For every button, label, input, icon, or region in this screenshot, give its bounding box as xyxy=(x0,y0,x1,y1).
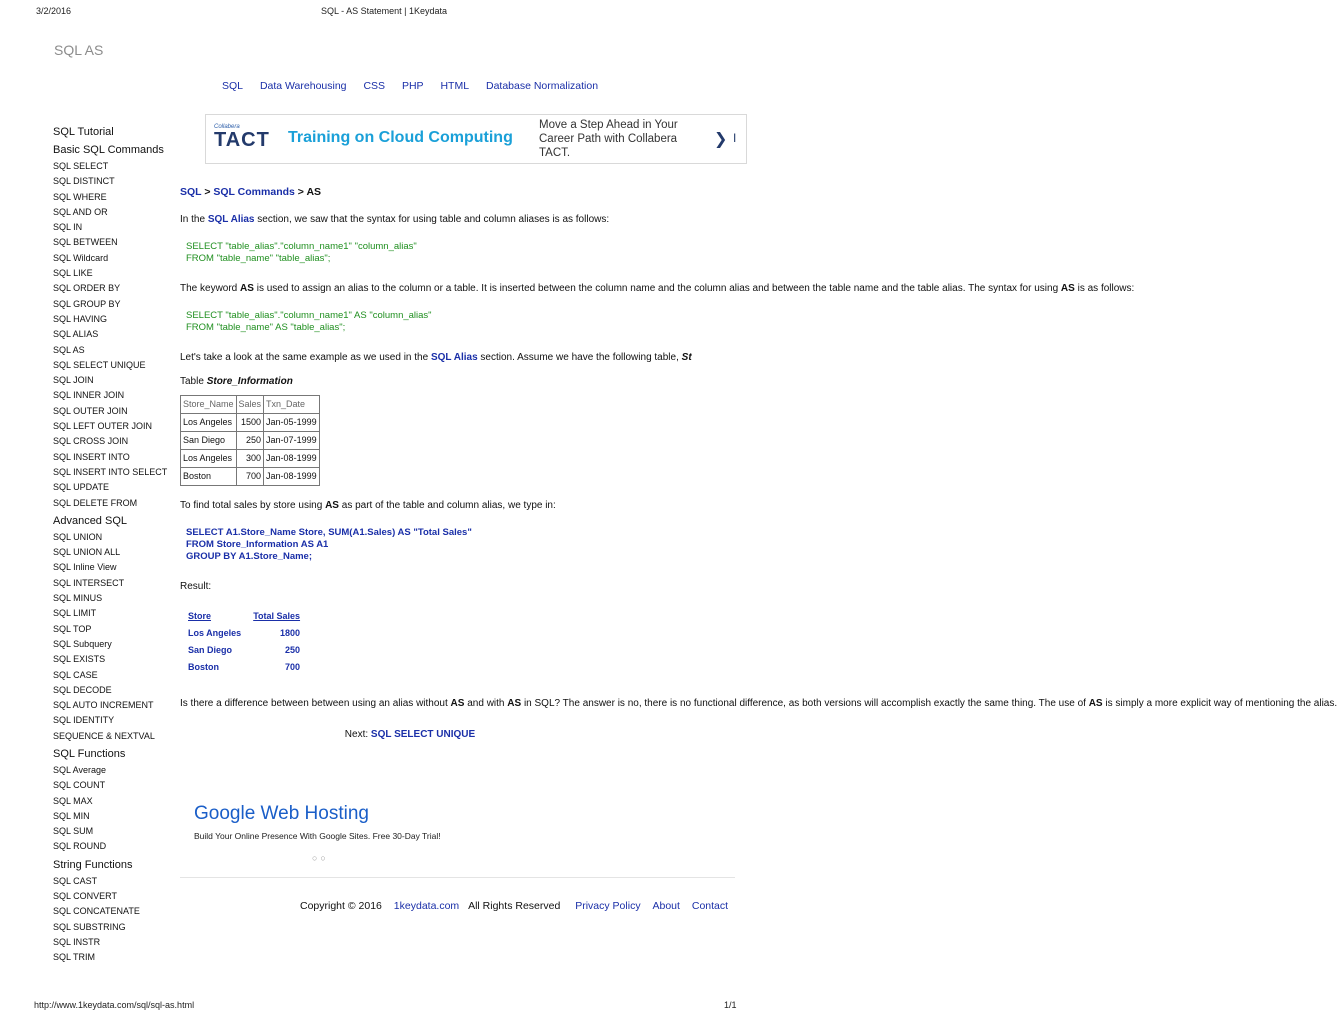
table-header-row xyxy=(188,608,300,625)
sidebar-item[interactable]: SQL Subquery xyxy=(53,638,112,649)
google-ad-description: Build Your Online Presence With Google Sites. Free 30-Day Trial! xyxy=(194,831,441,841)
sidebar-item[interactable]: SQL SELECT UNIQUE xyxy=(53,359,146,370)
sql-alias-link-2[interactable]: SQL Alias xyxy=(430,352,478,363)
sidebar-item[interactable]: SQL Inline View xyxy=(53,562,117,573)
table-caption xyxy=(180,374,740,389)
sidebar-nav xyxy=(53,122,173,966)
text: St xyxy=(681,352,692,363)
table-name: Store_Information xyxy=(206,376,293,387)
sidebar-item[interactable]: SQL SUBSTRING xyxy=(53,921,126,932)
code-line: FROM Store_Information AS A1 xyxy=(186,539,329,550)
ad-headline[interactable]: Training on Cloud Computing xyxy=(288,129,513,146)
sidebar-item[interactable]: SQL EXISTS xyxy=(53,654,106,665)
sidebar-item[interactable]: SQL INTERSECT xyxy=(53,577,125,588)
print-header xyxy=(0,0,768,14)
table-row xyxy=(188,625,300,642)
table-cell: 700 xyxy=(236,468,264,486)
text: Table xyxy=(180,376,207,387)
print-page-number: 1/1 xyxy=(724,1000,737,1010)
breadcrumb-current: AS xyxy=(306,186,322,198)
sidebar-item[interactable]: SQL UNION ALL xyxy=(53,547,121,558)
table-cell: 250 xyxy=(285,645,301,655)
ad-banner[interactable] xyxy=(205,114,747,164)
as-keyword: AS xyxy=(240,283,254,294)
table-cell: Los Angeles xyxy=(181,450,237,468)
example-paragraph xyxy=(180,350,733,365)
next-link[interactable]: SQL SELECT UNIQUE xyxy=(370,729,476,740)
sidebar-item[interactable]: SQL BETWEEN xyxy=(53,237,118,248)
footer-site-link[interactable]: 1keydata.com xyxy=(393,900,460,912)
sidebar-item[interactable]: SQL Wildcard xyxy=(53,252,109,263)
as-keyword: AS xyxy=(325,500,339,511)
next-label: Next: xyxy=(344,729,371,740)
footer-privacy-link[interactable]: Privacy Policy xyxy=(575,900,641,912)
code-line: GROUP BY A1.Store_Name; xyxy=(186,551,313,562)
text: and with xyxy=(464,698,508,709)
text: section. Assume we have the following table, xyxy=(477,352,682,363)
table-cell: Los Angeles xyxy=(181,414,237,432)
table-cell: Jan-07-1999 xyxy=(264,432,320,450)
text: is simply a more explicit way of mentioning the alias. xyxy=(1102,698,1337,709)
table-cell: 1500 xyxy=(236,414,264,432)
code-block-3 xyxy=(186,527,740,563)
table-row xyxy=(181,450,320,468)
text: as part of the table and column alias, we type in: xyxy=(338,500,556,511)
sidebar-item[interactable]: SQL Average xyxy=(53,764,107,775)
google-ad-headline[interactable]: Google Web Hosting xyxy=(194,803,369,824)
table-cell: Los Angeles xyxy=(188,628,242,638)
as-keyword-paragraph xyxy=(180,281,1135,296)
sidebar-item[interactable]: SQL AND OR xyxy=(53,206,108,217)
sidebar-item[interactable]: SQL TOP xyxy=(53,623,92,634)
as-keyword: AS xyxy=(1060,283,1075,294)
sidebar-item[interactable]: SQL MIN xyxy=(53,810,90,821)
code-line: FROM "table_name" "table_alias"; xyxy=(186,253,331,264)
code-line: SELECT "table_alias"."column_name1" "column_alias" xyxy=(186,241,417,252)
text: in SQL? The answer is no, there is no functional difference, as both versions will accomplish exactly the same thing. The use of xyxy=(521,698,1089,709)
difference-paragraph xyxy=(180,696,1337,711)
sidebar-item[interactable]: SQL DELETE FROM xyxy=(53,497,138,508)
sidebar-item[interactable]: SQL CONCATENATE xyxy=(53,906,140,917)
table-cell: 700 xyxy=(285,662,301,672)
nav-html[interactable]: HTML xyxy=(440,80,470,92)
code-line: FROM "table_name" AS "table_alias"; xyxy=(186,322,346,333)
as-keyword: AS xyxy=(507,698,522,709)
sidebar-heading[interactable]: SQL Tutorial xyxy=(53,126,114,138)
result-table xyxy=(188,608,300,676)
top-nav xyxy=(222,80,612,92)
sidebar-item[interactable]: SQL IDENTITY xyxy=(53,715,115,726)
column-header: Sales xyxy=(236,396,264,414)
text: is used to assign an alias to the column or a table. It is inserted between the column name and the column alias and between the table name and the table alias. The syntax for using xyxy=(253,283,1061,294)
ad-logo-small: Collabera xyxy=(214,124,240,130)
table-row xyxy=(181,468,320,486)
sidebar-heading[interactable]: Advanced SQL xyxy=(53,514,127,527)
text: To find total sales by store using xyxy=(180,500,326,511)
sidebar-item[interactable]: SQL SELECT xyxy=(53,161,109,171)
table-cell: 250 xyxy=(236,432,264,450)
ad-choice-icon[interactable]: ○○ xyxy=(312,853,329,863)
table-header-row xyxy=(181,396,320,414)
ad-logo-big: TACT xyxy=(214,129,270,151)
breadcrumb-sql-commands[interactable]: SQL Commands xyxy=(213,186,295,198)
footer xyxy=(300,900,728,912)
table-cell: 1800 xyxy=(280,628,301,638)
sidebar-item[interactable]: SQL INSTR xyxy=(53,936,101,947)
sidebar-item[interactable]: SQL LEFT OUTER JOIN xyxy=(53,421,153,432)
sidebar-item[interactable]: SQL LIMIT xyxy=(53,608,97,619)
text: In the xyxy=(180,214,208,225)
sidebar-item[interactable]: SQL ROUND xyxy=(53,841,107,852)
store-information-table xyxy=(180,395,320,486)
sidebar-item[interactable]: SQL SUM xyxy=(53,826,94,837)
table-cell: Jan-08-1999 xyxy=(264,450,320,468)
sidebar-item[interactable]: SQL DECODE xyxy=(53,684,112,695)
sidebar-item[interactable]: SQL CASE xyxy=(53,669,98,680)
nav-database-normalization[interactable]: Database Normalization xyxy=(485,80,599,92)
tact-logo xyxy=(214,124,274,154)
footer-about-link[interactable]: About xyxy=(652,900,680,912)
sidebar-item[interactable]: SQL JOIN xyxy=(53,375,94,386)
table-cell: San Diego xyxy=(181,432,237,450)
as-keyword: AS xyxy=(1088,698,1103,709)
nav-data-warehousing[interactable]: Data Warehousing xyxy=(259,80,347,92)
nav-css[interactable]: CSS xyxy=(363,80,386,92)
breadcrumb-sep: > xyxy=(294,186,307,198)
code-block-1 xyxy=(186,241,740,265)
intro-paragraph xyxy=(180,212,740,227)
sidebar-item[interactable]: SQL MAX xyxy=(53,795,93,806)
copyright: Copyright © 2016 xyxy=(300,900,382,912)
text: Let's take a look at the same example as we used in the xyxy=(180,352,431,363)
text: Is there a difference between between using an alias without xyxy=(180,698,451,709)
text: section, we saw that the syntax for using table and column aliases is as follows: xyxy=(254,214,610,225)
table-cell: 300 xyxy=(236,450,264,468)
sidebar-item[interactable]: SQL ALIAS xyxy=(53,329,99,340)
footer-divider xyxy=(180,877,735,878)
footer-contact-link[interactable]: Contact xyxy=(691,900,729,912)
print-date: 3/2/2016 xyxy=(36,6,72,16)
column-header: Store_Name xyxy=(181,396,237,414)
ad-subtext: Move a Step Ahead in Your Career Path with Collabera TACT. xyxy=(539,119,678,159)
table-row xyxy=(181,414,320,432)
sidebar-item[interactable]: SQL DISTINCT xyxy=(53,176,115,187)
column-header: Store xyxy=(188,611,212,621)
sidebar-item[interactable]: SQL AUTO INCREMENT xyxy=(53,700,154,711)
sidebar-item[interactable]: SQL COUNT xyxy=(53,780,106,791)
sidebar-item[interactable]: SQL INNER JOIN xyxy=(53,390,125,401)
code-line: SELECT A1.Store_Name Store, SUM(A1.Sales) AS "Total Sales" xyxy=(186,527,472,538)
sidebar-item[interactable]: SQL UPDATE xyxy=(53,482,110,493)
google-ad[interactable] xyxy=(194,803,734,863)
column-header: Txn_Date xyxy=(264,396,320,414)
code-line: SELECT "table_alias"."column_name1" AS "column_alias" xyxy=(186,310,432,321)
sidebar-item[interactable]: SQL CROSS JOIN xyxy=(53,436,129,447)
table-cell: Boston xyxy=(181,468,237,486)
sidebar-item[interactable]: SQL IN xyxy=(53,222,83,233)
table-row xyxy=(188,659,300,676)
table-cell: Jan-05-1999 xyxy=(264,414,320,432)
as-keyword: AS xyxy=(450,698,465,709)
sidebar-item[interactable]: SQL INSERT INTO xyxy=(53,451,130,462)
table-row xyxy=(181,432,320,450)
table-cell: Boston xyxy=(188,662,219,672)
sql-alias-link[interactable]: SQL Alias xyxy=(207,214,255,225)
main-content xyxy=(180,185,1337,742)
sidebar-item[interactable]: SEQUENCE & NEXTVAL xyxy=(53,730,155,741)
sidebar-item[interactable]: SQL TRIM xyxy=(53,952,96,963)
chevron-right-icon[interactable]: ❯ xyxy=(714,131,728,148)
column-header: Total Sales xyxy=(253,611,301,621)
find-total-paragraph xyxy=(180,498,740,513)
sidebar-heading[interactable]: Basic SQL Commands xyxy=(53,144,164,156)
site-logo[interactable]: SQL AS xyxy=(54,42,104,58)
table-cell: San Diego xyxy=(188,645,233,655)
sidebar-item[interactable]: SQL ORDER BY xyxy=(53,283,121,294)
code-block-2 xyxy=(186,310,740,334)
sidebar-item[interactable]: SQL HAVING xyxy=(53,313,108,324)
result-label: Result: xyxy=(180,581,212,592)
nav-php[interactable]: PHP xyxy=(401,80,424,92)
sidebar-heading[interactable]: SQL Functions xyxy=(53,747,126,760)
table-cell: Jan-08-1999 xyxy=(264,468,320,486)
nav-sql[interactable]: SQL xyxy=(222,80,244,92)
sidebar-item[interactable]: SQL AS xyxy=(53,344,85,355)
sidebar-item[interactable]: SQL GROUP BY xyxy=(53,298,121,309)
ad-clipped-text: I xyxy=(733,131,737,145)
sidebar-heading[interactable]: String Functions xyxy=(53,858,133,871)
text: The keyword xyxy=(180,283,241,294)
print-url: http://www.1keydata.com/sql/sql-as.html xyxy=(34,1000,195,1010)
print-title: SQL - AS Statement | 1Keydata xyxy=(320,6,448,16)
sidebar-item[interactable]: SQL UNION xyxy=(53,531,103,542)
sidebar-item[interactable]: SQL OUTER JOIN xyxy=(53,405,128,416)
footer-rights: All Rights Reserved xyxy=(468,900,561,912)
sidebar-item[interactable]: SQL MINUS xyxy=(53,593,103,604)
breadcrumb xyxy=(180,185,740,200)
text: is as follows: xyxy=(1074,283,1135,294)
sidebar-item[interactable]: SQL INSERT INTO SELECT xyxy=(53,466,168,477)
breadcrumb-sep: > xyxy=(201,186,214,198)
breadcrumb-sql[interactable]: SQL xyxy=(180,186,202,198)
sidebar-item[interactable]: SQL CONVERT xyxy=(53,891,118,902)
sidebar-item[interactable]: SQL WHERE xyxy=(53,191,107,202)
next-link-row xyxy=(180,727,640,742)
sidebar-item[interactable]: SQL LIKE xyxy=(53,268,93,279)
sidebar-item[interactable]: SQL CAST xyxy=(53,875,98,886)
table-row xyxy=(188,642,300,659)
